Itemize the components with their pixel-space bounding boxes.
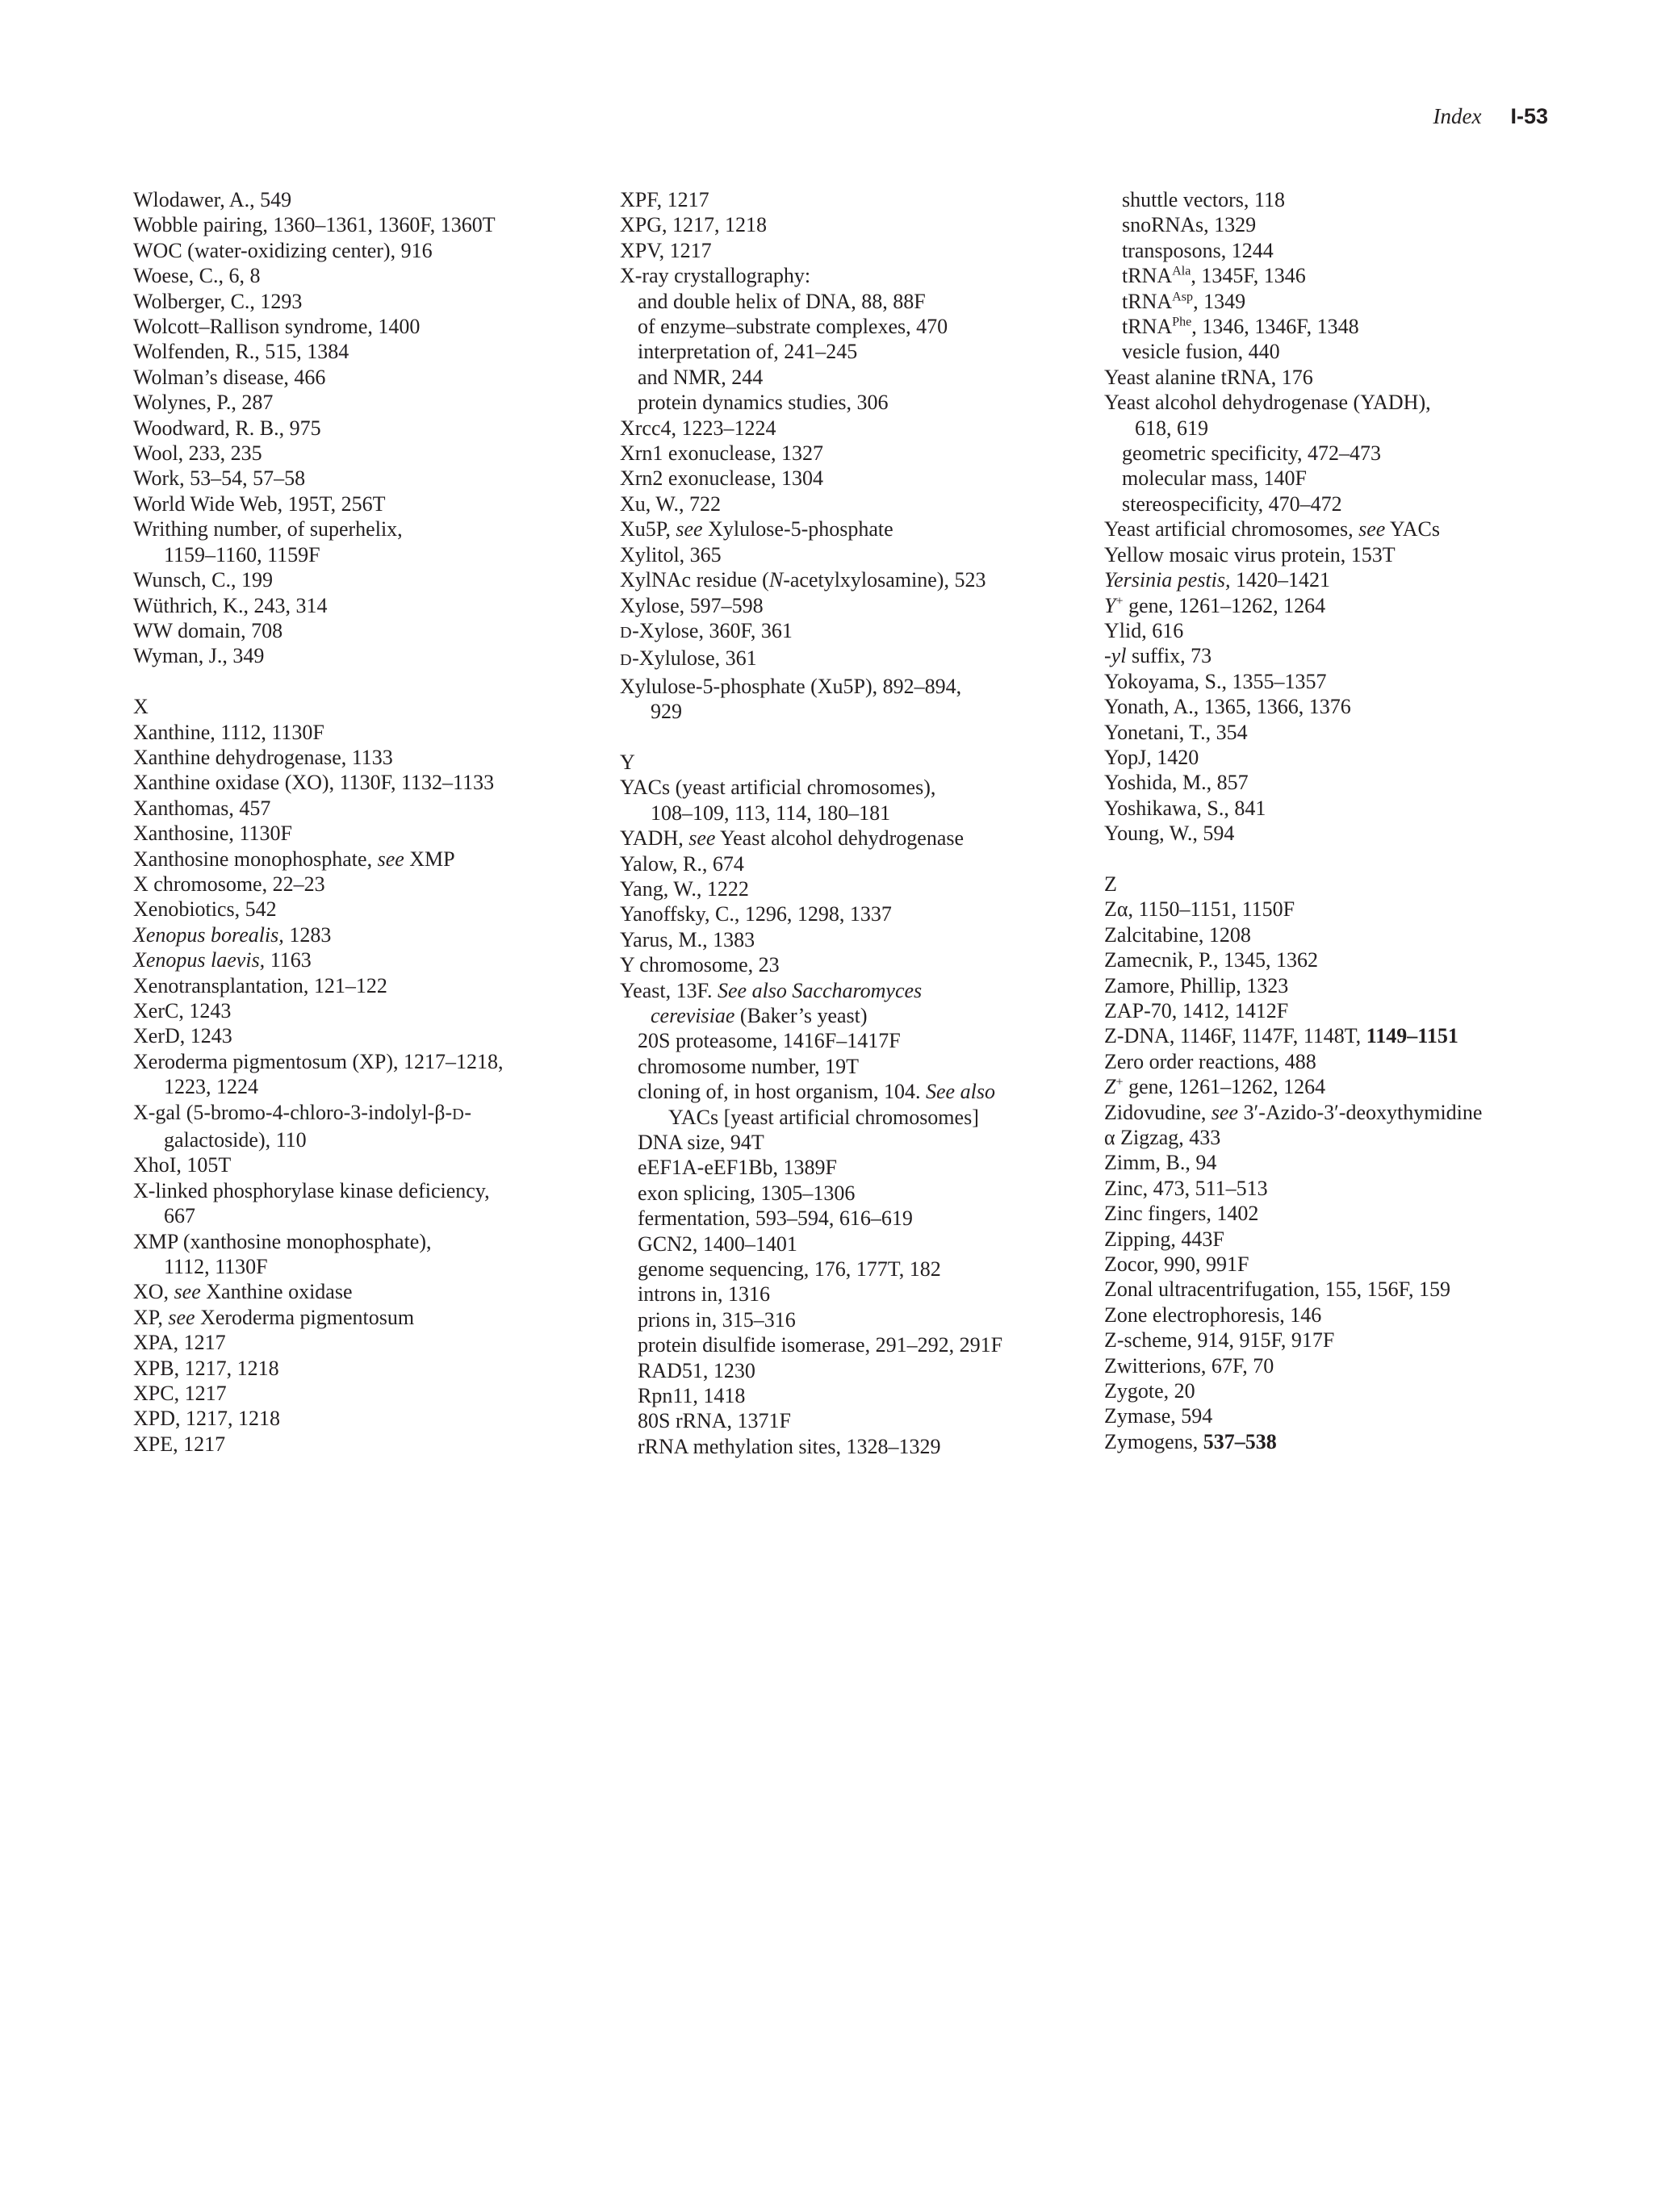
index-entry: Yonetani, T., 354 (1104, 720, 1248, 744)
index-subentry: interpretation of, 241–245 (638, 340, 858, 364)
index-entry: XPB, 1217, 1218 (133, 1356, 279, 1380)
index-entry: Y chromosome, 23 (620, 953, 780, 977)
index-entry: Xrn2 exonuclease, 1304 (620, 466, 823, 491)
running-head-label: Index (1433, 104, 1482, 128)
index-subentry: vesicle fusion, 440 (1122, 340, 1280, 364)
index-subentry: shuttle vectors, 118 (1122, 188, 1285, 211)
index-entry: Yoshikawa, S., 841 (1104, 796, 1266, 820)
index-entry: Wolfenden, R., 515, 1384 (133, 340, 349, 364)
index-entry: Yonath, A., 1365, 1366, 1376 (1104, 695, 1351, 719)
index-entry: Xenotransplantation, 121–122 (133, 973, 387, 997)
index-subentry: exon splicing, 1305–1306 (638, 1181, 856, 1205)
index-subentry: protein disulfide isomerase, 291–292, 291F (638, 1333, 1003, 1357)
index-entry: XerC, 1243 (133, 998, 232, 1022)
index-entry: XPC, 1217 (133, 1382, 227, 1406)
index-entry: XerD, 1243 (133, 1024, 232, 1048)
index-entry: Zygote, 20 (1104, 1379, 1195, 1403)
index-column-2 (620, 187, 1072, 1459)
index-entry: Wool, 233, 235 (133, 441, 262, 466)
index-letter-heading: Z (1104, 872, 1117, 896)
index-subentry: snoRNAs, 1329 (1122, 213, 1257, 237)
page-number: I-53 (1510, 104, 1548, 128)
index-entry: Yersinia pestis, 1420–1421 (1104, 568, 1331, 592)
index-subentry: rRNA methylation sites, 1328–1329 (638, 1434, 941, 1458)
index-entry: Xenobiotics, 542 (133, 897, 277, 922)
index-subentry: prions in, 315–316 (638, 1307, 796, 1332)
index-entry: Xanthine, 1112, 1130F (133, 720, 324, 744)
index-entry: Xanthomas, 457 (133, 796, 271, 820)
index-entry: -yl suffix, 73 (1104, 644, 1212, 668)
index-entry: YACs (yeast artificial chromosomes), 108–109, 113, 114, 180–181 (620, 776, 936, 825)
index-entry: Wolynes, P., 287 (133, 391, 274, 415)
index-entry: X-ray crystallography: (620, 264, 811, 288)
index-entry: Zone electrophoresis, 146 (1104, 1303, 1322, 1327)
index-entry: Yarus, M., 1383 (620, 927, 755, 951)
index-subentry: molecular mass, 140F (1122, 466, 1307, 491)
index-entry: XPG, 1217, 1218 (620, 213, 768, 237)
index-entry: X-linked phosphorylase kinase deficiency, 667 (133, 1178, 490, 1228)
index-entry: Zimm, B., 94 (1104, 1151, 1217, 1175)
index-entry: Wolberger, C., 1293 (133, 289, 303, 313)
index-entry: World Wide Web, 195T, 256T (133, 491, 386, 516)
index-entry: ZAP-70, 1412, 1412F (1104, 998, 1289, 1022)
index-subentry: eEF1A-eEF1Bb, 1389F (638, 1156, 837, 1180)
index-subentry: GCN2, 1400–1401 (638, 1231, 797, 1256)
index-entry: Xanthosine, 1130F (133, 822, 292, 846)
index-entry: XP, see Xeroderma pigmentosum (133, 1305, 415, 1329)
index-subentry: fermentation, 593–594, 616–619 (638, 1206, 913, 1231)
index-entry: Xeroderma pigmentosum (XP), 1217–1218, 1223, 1224 (133, 1049, 504, 1099)
index-entry: Yeast alcohol dehydrogenase (YADH), 618, 619 (1104, 391, 1431, 440)
index-entry: XPD, 1217, 1218 (133, 1407, 281, 1431)
index-subentry: RAD51, 1230 (638, 1358, 755, 1382)
index-entry: Wüthrich, K., 243, 314 (133, 593, 328, 617)
index-entry: XPE, 1217 (133, 1432, 226, 1456)
index-entry: Yeast, 13F. See also Saccharomyces cerevisiae (Baker’s yeast) (620, 978, 923, 1027)
index-entry: Yang, W., 1222 (620, 876, 749, 901)
index-entry: WW domain, 708 (133, 618, 283, 642)
index-entry: Work, 53–54, 57–58 (133, 466, 306, 491)
index-entry: Xu5P, see Xylulose-5-phosphate (620, 517, 893, 542)
index-subentry: introns in, 1316 (638, 1282, 770, 1307)
index-subentry: Rpn11, 1418 (638, 1384, 746, 1408)
index-letter-heading: X (133, 695, 149, 719)
index-subentry: geometric specificity, 472–473 (1122, 441, 1382, 466)
index-entry: YADH, see Yeast alcohol dehydrogenase (620, 826, 965, 851)
index-entry: Y+ gene, 1261–1262, 1264 (1104, 593, 1326, 617)
running-head (1433, 102, 1549, 130)
index-entry: Yellow mosaic virus protein, 153T (1104, 542, 1396, 567)
index-subentry: and NMR, 244 (638, 365, 764, 389)
index-subentry: 80S rRNA, 1371F (638, 1409, 791, 1433)
index-entry: Ylid, 616 (1104, 618, 1184, 642)
index-entry: Wyman, J., 349 (133, 644, 265, 668)
index-subentry: genome sequencing, 176, 177T, 182 (638, 1257, 941, 1282)
index-entry: Writhing number, of superhelix, 1159–1160, 1159F (133, 517, 403, 567)
index-entry: XylNAc residue (N-acetylxylosamine), 523 (620, 568, 986, 592)
index-entry: Xu, W., 722 (620, 491, 721, 516)
index-entry: Yoshida, M., 857 (1104, 771, 1249, 795)
index-entry: Yalow, R., 674 (620, 851, 744, 876)
index-entry: Xanthosine monophosphate, see XMP (133, 847, 455, 871)
index-entry: D-Xylose, 360F, 361 (620, 618, 793, 642)
index-entry: XhoI, 105T (133, 1153, 232, 1177)
index-entry: Zinc, 473, 511–513 (1104, 1176, 1268, 1200)
index-entry: Wobble pairing, 1360–1361, 1360F, 1360T (133, 213, 496, 237)
index-subentry: and double helix of DNA, 88, 88F (638, 289, 926, 313)
index-entry: Zα, 1150–1151, 1150F (1104, 897, 1295, 922)
index-entry: X chromosome, 22–23 (133, 872, 325, 896)
index-entry: D-Xylulose, 361 (620, 646, 757, 671)
index-entry: Z+ gene, 1261–1262, 1264 (1104, 1075, 1326, 1099)
index-entry: Wunsch, C., 199 (133, 568, 273, 592)
index-entry: Xylulose-5-phosphate (Xu5P), 892–894, 929 (620, 674, 962, 724)
index-entry: XPV, 1217 (620, 238, 712, 262)
index-entry: Xenopus borealis, 1283 (133, 922, 332, 947)
index-subentry: chromosome number, 19T (638, 1054, 860, 1078)
index-entry: Zocor, 990, 991F (1104, 1252, 1249, 1277)
index-entry: Z-DNA, 1146F, 1147F, 1148T, 1149–1151 (1104, 1024, 1458, 1048)
index-entry: Xanthine dehydrogenase, 1133 (133, 745, 393, 769)
index-entry: Zero order reactions, 488 (1104, 1049, 1316, 1073)
index-entry: Yokoyama, S., 1355–1357 (1104, 669, 1327, 693)
index-entry: Woodward, R. B., 975 (133, 416, 321, 440)
index-entry: Yeast artificial chromosomes, see YACs (1104, 517, 1440, 542)
index-entry: Yanoffsky, C., 1296, 1298, 1337 (620, 902, 892, 926)
index-entry: XO, see Xanthine oxidase (133, 1280, 353, 1304)
index-column-3 (1104, 187, 1556, 1454)
index-entry: YopJ, 1420 (1104, 745, 1199, 769)
index-entry: Zamecnik, P., 1345, 1362 (1104, 948, 1319, 972)
index-entry: WOC (water-oxidizing center), 916 (133, 238, 433, 262)
index-entry: Xenopus laevis, 1163 (133, 948, 312, 972)
index-entry: Zymogens, 537–538 (1104, 1429, 1277, 1453)
index-entry: XPA, 1217 (133, 1331, 226, 1355)
index-entry: Woese, C., 6, 8 (133, 264, 261, 288)
index-letter-heading: Y (620, 750, 635, 774)
index-entry: Z-scheme, 914, 915F, 917F (1104, 1328, 1335, 1353)
index-entry: Xanthine oxidase (XO), 1130F, 1132–1133 (133, 771, 495, 795)
index-entry: Wlodawer, A., 549 (133, 188, 292, 211)
index-entry: Xylose, 597–598 (620, 593, 764, 617)
index-subentry: cloning of, in host organism, 104. See also YACs [yeast artificial chromosomes] (638, 1080, 995, 1129)
index-entry: Wolman’s disease, 466 (133, 365, 326, 389)
index-subentry: tRNA$^{Ala}$, 1345F, 1346 (1122, 264, 1306, 288)
index-entry: Zamore, Phillip, 1323 (1104, 973, 1289, 997)
index-subentry: 20S proteasome, 1416F–1417F (638, 1029, 901, 1053)
index-entry: Wolcott–Rallison syndrome, 1400 (133, 315, 421, 339)
index-subentry: DNA size, 94T (638, 1131, 764, 1155)
index-entry: Zwitterions, 67F, 70 (1104, 1353, 1274, 1378)
index-entry: XMP (xanthosine monophosphate), 1112, 1130F (133, 1229, 432, 1279)
index-entry: Yeast alanine tRNA, 176 (1104, 365, 1313, 389)
index-subentry: protein dynamics studies, 306 (638, 391, 889, 415)
index-subentry: tRNA$^{Phe}$, 1346, 1346F, 1348 (1122, 315, 1359, 339)
index-entry: Zipping, 443F (1104, 1227, 1224, 1251)
index-subentry: transposons, 1244 (1122, 238, 1274, 262)
index-entry: Zymase, 594 (1104, 1404, 1213, 1428)
index-entry: Zonal ultracentrifugation, 155, 156F, 159 (1104, 1277, 1450, 1302)
index-entry: Zalcitabine, 1208 (1104, 922, 1251, 947)
index-subentry: stereospecificity, 470–472 (1122, 491, 1342, 516)
index-entry: Xrn1 exonuclease, 1327 (620, 441, 823, 466)
index-entry: α Zigzag, 433 (1104, 1126, 1221, 1150)
index-entry: XPF, 1217 (620, 188, 709, 211)
index-entry: X-gal (5-bromo-4-chloro-3-indolyl-β-D- galactoside), 110 (133, 1100, 471, 1152)
index-subentry: tRNA$^{Asp}$, 1349 (1122, 289, 1246, 313)
index-entry: Young, W., 594 (1104, 822, 1235, 846)
index-column-1 (133, 187, 585, 1457)
index-entry: Xylitol, 365 (620, 542, 722, 567)
index-subentry: of enzyme–substrate complexes, 470 (638, 315, 948, 339)
index-entry: Zinc fingers, 1402 (1104, 1202, 1259, 1226)
index-entry: Xrcc4, 1223–1224 (620, 416, 776, 440)
index-entry: Zidovudine, see 3′-Azido-3′-deoxythymidine (1104, 1100, 1483, 1124)
